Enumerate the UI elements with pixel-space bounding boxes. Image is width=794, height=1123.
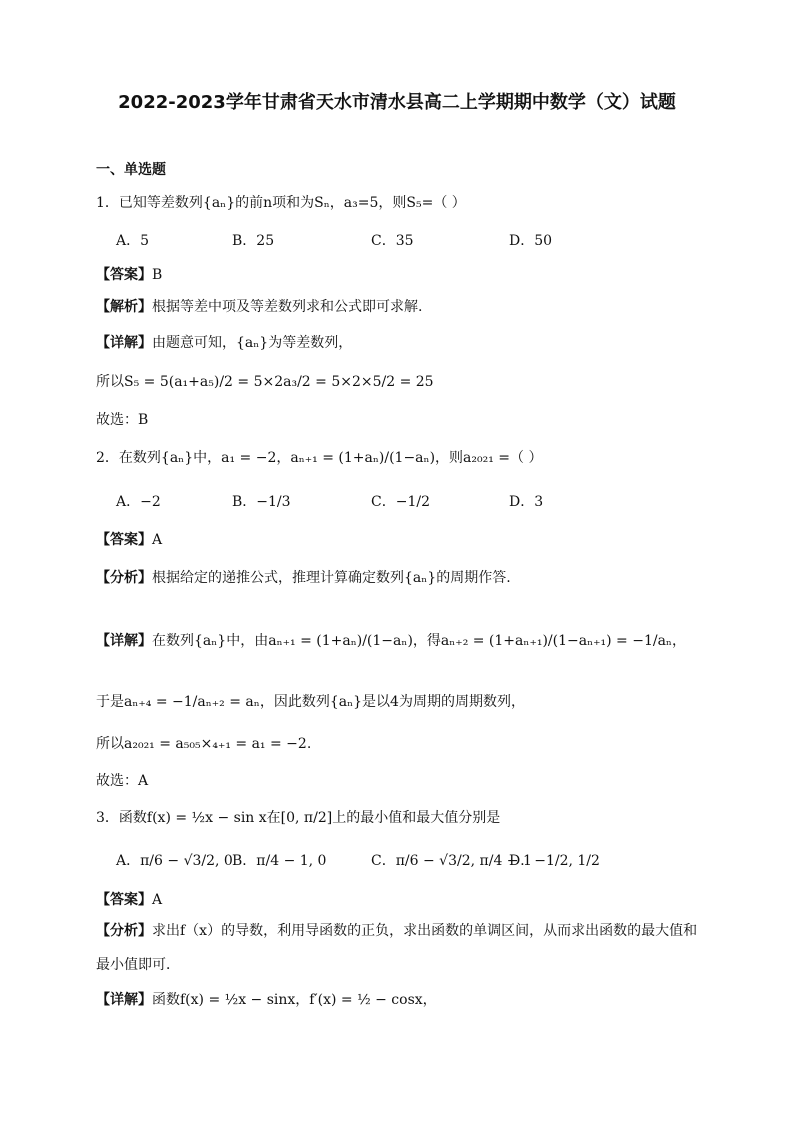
- analysis-label: 【分析】: [96, 570, 152, 586]
- q2-detail-text: 在数列{aₙ}中，由aₙ₊₁ = (1+aₙ)/(1−aₙ)，得aₙ₊₂ = (1+aₙ₊₁)/(1−aₙ₊₁) = −1/aₙ，: [152, 633, 686, 649]
- q2-option-b: B．−1/3: [232, 494, 291, 510]
- q2-period-line: 于是aₙ₊₄ = −1/aₙ₊₂ = aₙ，因此数列{aₙ}是以4为周期的周期数列，: [96, 694, 525, 710]
- q3-analysis-cont: 最小值即可．: [96, 957, 180, 973]
- document-title: 2022-2023学年甘肃省天水市清水县高二上学期期中数学（文）试题: [118, 92, 676, 113]
- detail-label: 【详解】: [96, 335, 152, 351]
- q2-option-c: C．−1/2: [371, 494, 430, 510]
- q2-choose-value: A: [138, 773, 149, 789]
- q3-analysis: [96, 921, 697, 941]
- q1-stem: 1．已知等差数列{aₙ}的前n项和为Sₙ，a₃=5，则S₅=（ ）: [96, 195, 466, 211]
- q2-option-a: A．−2: [116, 494, 161, 510]
- q2-analysis: [96, 568, 511, 588]
- q3-detail-text: 函数f(x) = ½x − sinx，f′(x) = ½ − cosx，: [152, 992, 437, 1008]
- q1-option-d: D．50: [509, 233, 553, 249]
- answer-label: 【答案】: [96, 892, 152, 908]
- q1-answer: [96, 265, 162, 285]
- q1-analysis-text: 根据等差中项及等差数列求和公式即可求解.: [152, 299, 423, 315]
- q1-answer-value: B: [152, 267, 163, 283]
- q3-analysis-text: 求出f（x）的导数，利用导函数的正负，求出函数的单调区间，从而求出函数的最大值和: [152, 923, 698, 939]
- q2-stem: 2．在数列{aₙ}中，a₁ = −2，aₙ₊₁ = (1+aₙ)/(1−aₙ)，则a₂₀₂₁ =（ ）: [96, 450, 543, 466]
- q2-option-d: D．3: [509, 494, 544, 510]
- q2-result-line: 所以a₂₀₂₁ = a₅₀₅×₄₊₁ = a₁ = −2.: [96, 736, 312, 752]
- choose-label: 故选：: [96, 773, 138, 789]
- choose-label: 故选：: [96, 412, 138, 428]
- answer-label: 【答案】: [96, 532, 152, 548]
- q3-answer-value: A: [152, 892, 163, 908]
- detail-label: 【详解】: [96, 992, 152, 1008]
- q1-formula: 所以S₅ = 5(a₁+a₅)/2 = 5×2a₃/2 = 5×2×5/2 = 25: [96, 374, 434, 390]
- q3-option-a: A．π/6 − √3/2, 0: [116, 853, 233, 869]
- q1-choose-value: B: [138, 412, 149, 428]
- q2-answer: [96, 530, 162, 550]
- q1-option-a: A．5: [116, 233, 150, 249]
- q2-analysis-text: 根据给定的递推公式，推理计算确定数列{aₙ}的周期作答.: [152, 570, 511, 586]
- q2-detail: [96, 631, 686, 651]
- analysis-label: 【解析】: [96, 299, 152, 315]
- q2-answer-value: A: [152, 532, 163, 548]
- q1-choose: [96, 410, 148, 430]
- answer-label: 【答案】: [96, 267, 152, 283]
- q1-detail: [96, 333, 352, 353]
- q1-option-c: C．35: [371, 233, 414, 249]
- analysis-label: 【分析】: [96, 923, 152, 939]
- q1-analysis: [96, 297, 422, 317]
- q3-option-d: D．−1/2, 1/2: [509, 853, 600, 869]
- q3-detail: [96, 990, 437, 1010]
- q3-option-c: C．π/6 − √3/2, π/4 − 1: [371, 853, 532, 869]
- q3-answer: [96, 890, 162, 910]
- q1-detail-text: 由题意可知，{aₙ}为等差数列，: [152, 335, 353, 351]
- section-heading: 一、单选题: [96, 162, 166, 178]
- q3-stem: 3．函数f(x) = ½x − sin x在[0, π/2]上的最小值和最大值分别是: [96, 810, 501, 826]
- q1-option-b: B．25: [232, 233, 275, 249]
- detail-label: 【详解】: [96, 633, 152, 649]
- q2-choose: [96, 771, 148, 791]
- q3-option-b: B．π/4 − 1, 0: [232, 853, 327, 869]
